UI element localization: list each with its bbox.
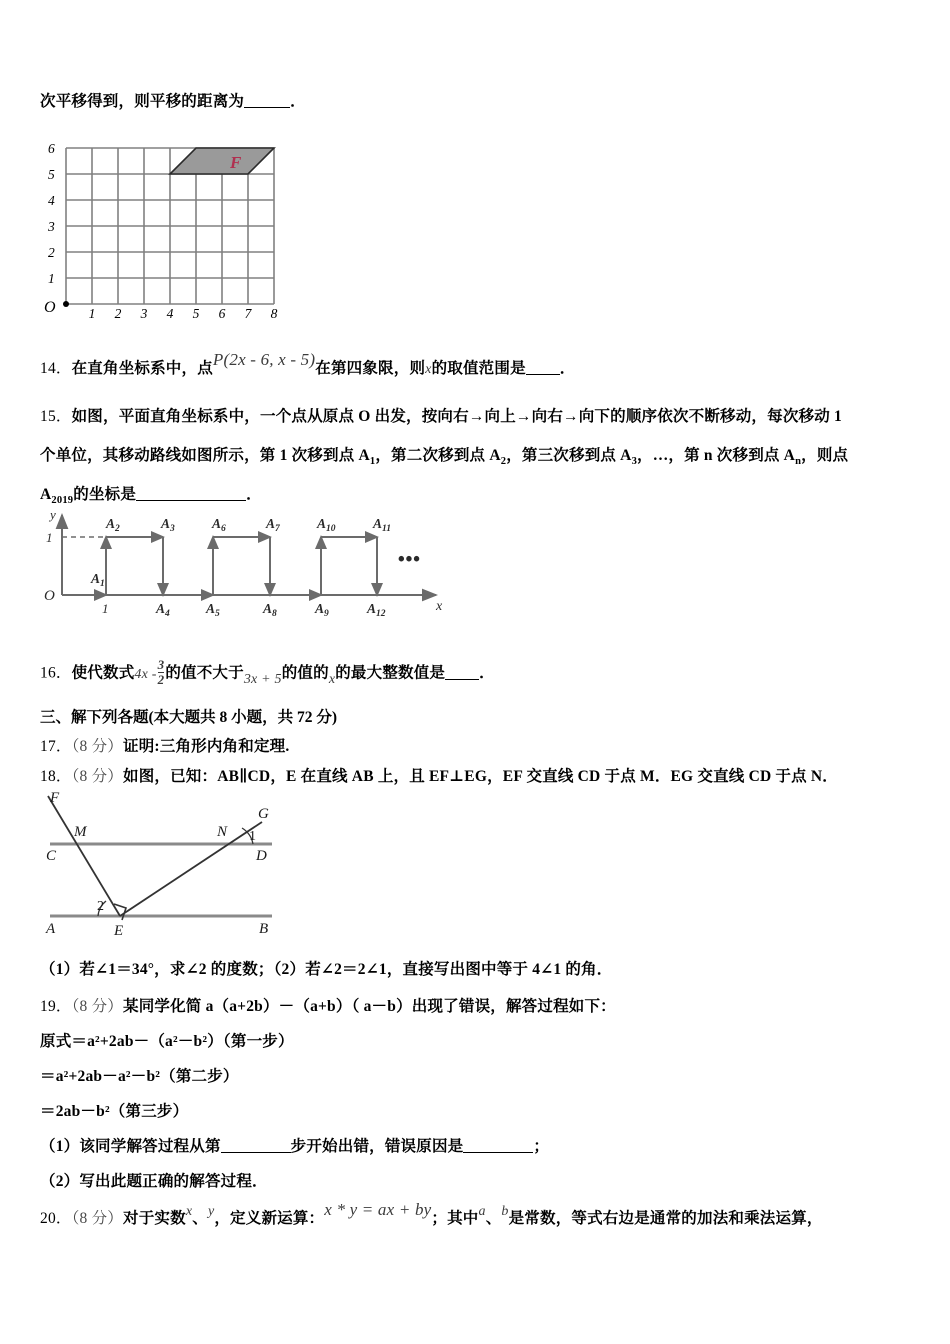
label-g: G	[258, 806, 269, 822]
q14-text-4: ．	[559, 360, 576, 377]
staircase-svg	[36, 503, 456, 618]
q13-text-before: 次平移得到，则平移的距离为	[40, 93, 245, 110]
q20-text-1: 对于实数	[123, 1210, 186, 1227]
q15-l2-e: ，则点	[801, 447, 849, 464]
q15-l3-b: 的坐标是	[73, 486, 137, 503]
svg-text:1: 1	[48, 271, 55, 286]
q14-text-2: 在第四象限，则	[315, 360, 426, 377]
q14-text-1: 在直角坐标系中，点	[71, 360, 213, 377]
svg-text:1: 1	[88, 306, 96, 318]
q16-text-5: ．	[479, 664, 495, 682]
q16-fraction	[158, 658, 165, 686]
q20-var-y: y	[207, 1204, 215, 1219]
shaded-parallelogram	[170, 148, 274, 174]
q14-answer-blank[interactable]	[526, 374, 560, 375]
label-m: M	[74, 824, 87, 840]
q20-const-b: b	[501, 1204, 509, 1219]
q20-number: 20．	[40, 1210, 72, 1227]
q15-sub-2: 2	[500, 456, 507, 468]
q20-var-x: x	[185, 1204, 193, 1219]
x-tick-labels	[89, 306, 278, 318]
question-19-step-1: 原式＝a²+2ab－（a²－b²）（第一步）	[40, 1033, 294, 1050]
q17-points: （8 分）	[71, 738, 123, 755]
q16-frac-numerator: 3	[157, 657, 165, 672]
q20-text-3: ，定义新运算：	[214, 1210, 325, 1227]
question-18	[40, 765, 838, 789]
label-n: N	[217, 824, 228, 840]
q20-points: （8 分）	[71, 1210, 123, 1227]
label-f: F	[50, 790, 60, 806]
question-15-line-2	[40, 444, 848, 470]
q18-text: 如图，已知：AB∥CD，E 在直线 AB 上，且 EF⊥EG，EF 交直线 CD 于点 M．EG 交直线 CD 于点 N．	[123, 768, 838, 785]
shape-label-f: F	[230, 153, 242, 172]
q19-ask1-a: （1）该同学解答过程从第	[40, 1138, 221, 1155]
origin-dot	[63, 301, 69, 307]
label-d: D	[256, 848, 267, 864]
q16-answer-blank[interactable]	[445, 679, 479, 680]
svg-text:5: 5	[48, 167, 55, 182]
svg-text:8: 8	[270, 306, 278, 318]
svg-text:5: 5	[192, 306, 200, 318]
question-19	[40, 995, 616, 1019]
svg-text:4: 4	[166, 306, 174, 318]
question-15-line-1	[40, 405, 842, 429]
q15-l2-b: ，第二次移到点 A	[375, 447, 501, 464]
svg-text:3: 3	[48, 219, 55, 234]
q19-text: 某同学化简 a（a+2b）－（a+b）（ a－b）出现了错误，解答过程如下：	[123, 998, 616, 1015]
svg-text:x: x	[436, 599, 443, 614]
q15-l3-sub: 2019	[51, 495, 74, 507]
svg-text:O: O	[44, 588, 55, 604]
q14-expression: P(2x - 6, x - 5)	[212, 350, 316, 369]
question-19-ask-2: （2）写出此题正确的解答过程．	[40, 1173, 268, 1190]
q16-expr-1: 4x -	[134, 666, 157, 682]
staircase-path-figure	[36, 503, 456, 618]
angles-svg	[34, 788, 334, 950]
q16-text-1: 使代数式	[71, 664, 135, 682]
translation-grid-figure	[38, 128, 318, 318]
svg-text:6: 6	[48, 141, 55, 156]
question-18-subparts	[40, 958, 612, 982]
svg-text:6: 6	[218, 306, 226, 318]
ray-fe	[48, 796, 120, 916]
vertex-labels	[90, 516, 391, 618]
q16-expr-2: 3x + 5	[243, 671, 282, 687]
q17-text: 证明:三角形内角和定理.	[123, 738, 290, 755]
svg-text:A10: $A_{10}$	[317, 516, 336, 534]
q15-l2-c: ，第三次移到点 A	[506, 447, 632, 464]
y-tick-labels	[44, 141, 56, 316]
question-19-ask-1	[40, 1135, 549, 1159]
q19-ask1-b: 步开始出错，错误原因是	[290, 1138, 464, 1155]
path-arrows	[62, 537, 377, 595]
svg-text:A7: $A_7$	[266, 516, 280, 534]
q19-ask1-c: ；	[533, 1138, 550, 1155]
question-20	[40, 1200, 823, 1231]
svg-text:A8: $A_8$	[263, 601, 277, 618]
svg-text:7: 7	[244, 306, 252, 318]
q15-answer-blank[interactable]	[136, 500, 246, 501]
q15-l2-a: 个单位，其移动路线如图所示，第 1 次移到点 A	[40, 447, 370, 464]
question-13-tail	[40, 90, 306, 114]
label-a: A	[46, 921, 56, 937]
q15-sub-1: 1	[369, 456, 376, 468]
svg-text:2: 2	[114, 306, 122, 318]
q15-l3-c: ．	[246, 486, 262, 503]
q15-sub-4: n	[795, 456, 802, 468]
svg-text:A11: $A_{11}$	[373, 516, 391, 534]
svg-text:A9: $A_9$	[315, 601, 329, 618]
q17-number: 17．	[40, 738, 72, 755]
q20-text-4: ；其中	[431, 1210, 479, 1227]
q16-frac-denominator: 2	[157, 671, 165, 687]
svg-text:A6: $A_6$	[212, 516, 226, 534]
question-19-step-2: ＝a²+2ab－a²－b²（第二步）	[40, 1068, 239, 1085]
ellipsis-dots: •••	[398, 549, 421, 570]
q14-variable: x	[425, 362, 432, 377]
q15-number: 15．	[40, 408, 72, 425]
label-c: C	[46, 848, 57, 864]
section-3-heading: 三、解下列各题(本大题共 8 小题，共 72 分)	[40, 709, 338, 726]
svg-text:A5: $A_5$	[206, 601, 220, 618]
q19-blank-reason[interactable]	[463, 1152, 533, 1153]
q16-text-4: 的最大整数值是	[335, 664, 446, 682]
q13-text-after: ．	[290, 93, 306, 110]
question-16	[40, 658, 495, 686]
q18-points: （8 分）	[71, 768, 123, 785]
q19-points: （8 分）	[71, 998, 123, 1015]
q16-number: 16．	[40, 664, 72, 682]
svg-text:A2: $A_2$	[106, 516, 120, 534]
parallel-lines-angles-figure	[34, 788, 334, 950]
label-angle-1: 1	[249, 829, 256, 844]
q14-text-3: 的取值范围是	[431, 360, 526, 377]
question-14	[40, 350, 576, 381]
svg-text:O: O	[44, 299, 56, 316]
q15-text-line1: 如图，平面直角坐标系中，一个点从原点 O 出发，按向右→向上→向右→向下的顺序依次不断移动，每次移动 1	[71, 408, 842, 425]
svg-text:3: 3	[140, 306, 148, 318]
svg-text:A12: $A_{12}$	[367, 601, 386, 618]
question-17	[40, 735, 289, 759]
q20-text-2: 、	[192, 1210, 208, 1227]
svg-text:2: 2	[48, 245, 55, 260]
q19-number: 19．	[40, 998, 72, 1015]
q16-text-2: 的值不大于	[165, 664, 244, 682]
svg-text:y: y	[50, 507, 56, 522]
q16-text-3: 的值的	[281, 664, 329, 682]
svg-text:A4: $A_4$	[156, 601, 170, 618]
q20-text-6: 是常数，等式右边是通常的加法和乘法运算，	[508, 1210, 823, 1227]
q20-definition: x * y = ax + by	[324, 1200, 432, 1219]
svg-text:1: 1	[102, 601, 109, 616]
svg-text:1: 1	[46, 530, 53, 545]
q15-sub-3: 3	[631, 456, 638, 468]
ray-eg	[120, 822, 262, 916]
q15-l2-d: ，…，第 n 次移到点 A	[637, 447, 796, 464]
question-19-step-3: ＝2ab－b²（第三步）	[40, 1103, 189, 1120]
svg-text:A1: $A_1$	[91, 571, 105, 589]
q18-sub-text: （1）若∠1＝34°，求∠2 的度数；（2）若∠2＝2∠1，直接写出图中等于 4∠1 的角．	[40, 961, 613, 978]
q20-text-5: 、	[485, 1210, 502, 1227]
label-e: E	[114, 923, 124, 939]
svg-text:A3: $A_3$	[161, 516, 175, 534]
q14-number: 14．	[40, 360, 72, 377]
q13-answer-blank[interactable]	[244, 107, 290, 108]
right-angle-marker	[114, 904, 126, 920]
grid-svg	[38, 128, 318, 318]
q16-variable: x	[328, 671, 336, 687]
q18-number: 18．	[40, 768, 72, 785]
q20-const-a: a	[478, 1204, 486, 1219]
label-angle-2: 2	[97, 899, 104, 914]
q15-l3-a: A	[40, 486, 52, 503]
q19-blank-step[interactable]	[221, 1152, 291, 1153]
label-b: B	[259, 921, 269, 937]
svg-text:4: 4	[48, 193, 55, 208]
